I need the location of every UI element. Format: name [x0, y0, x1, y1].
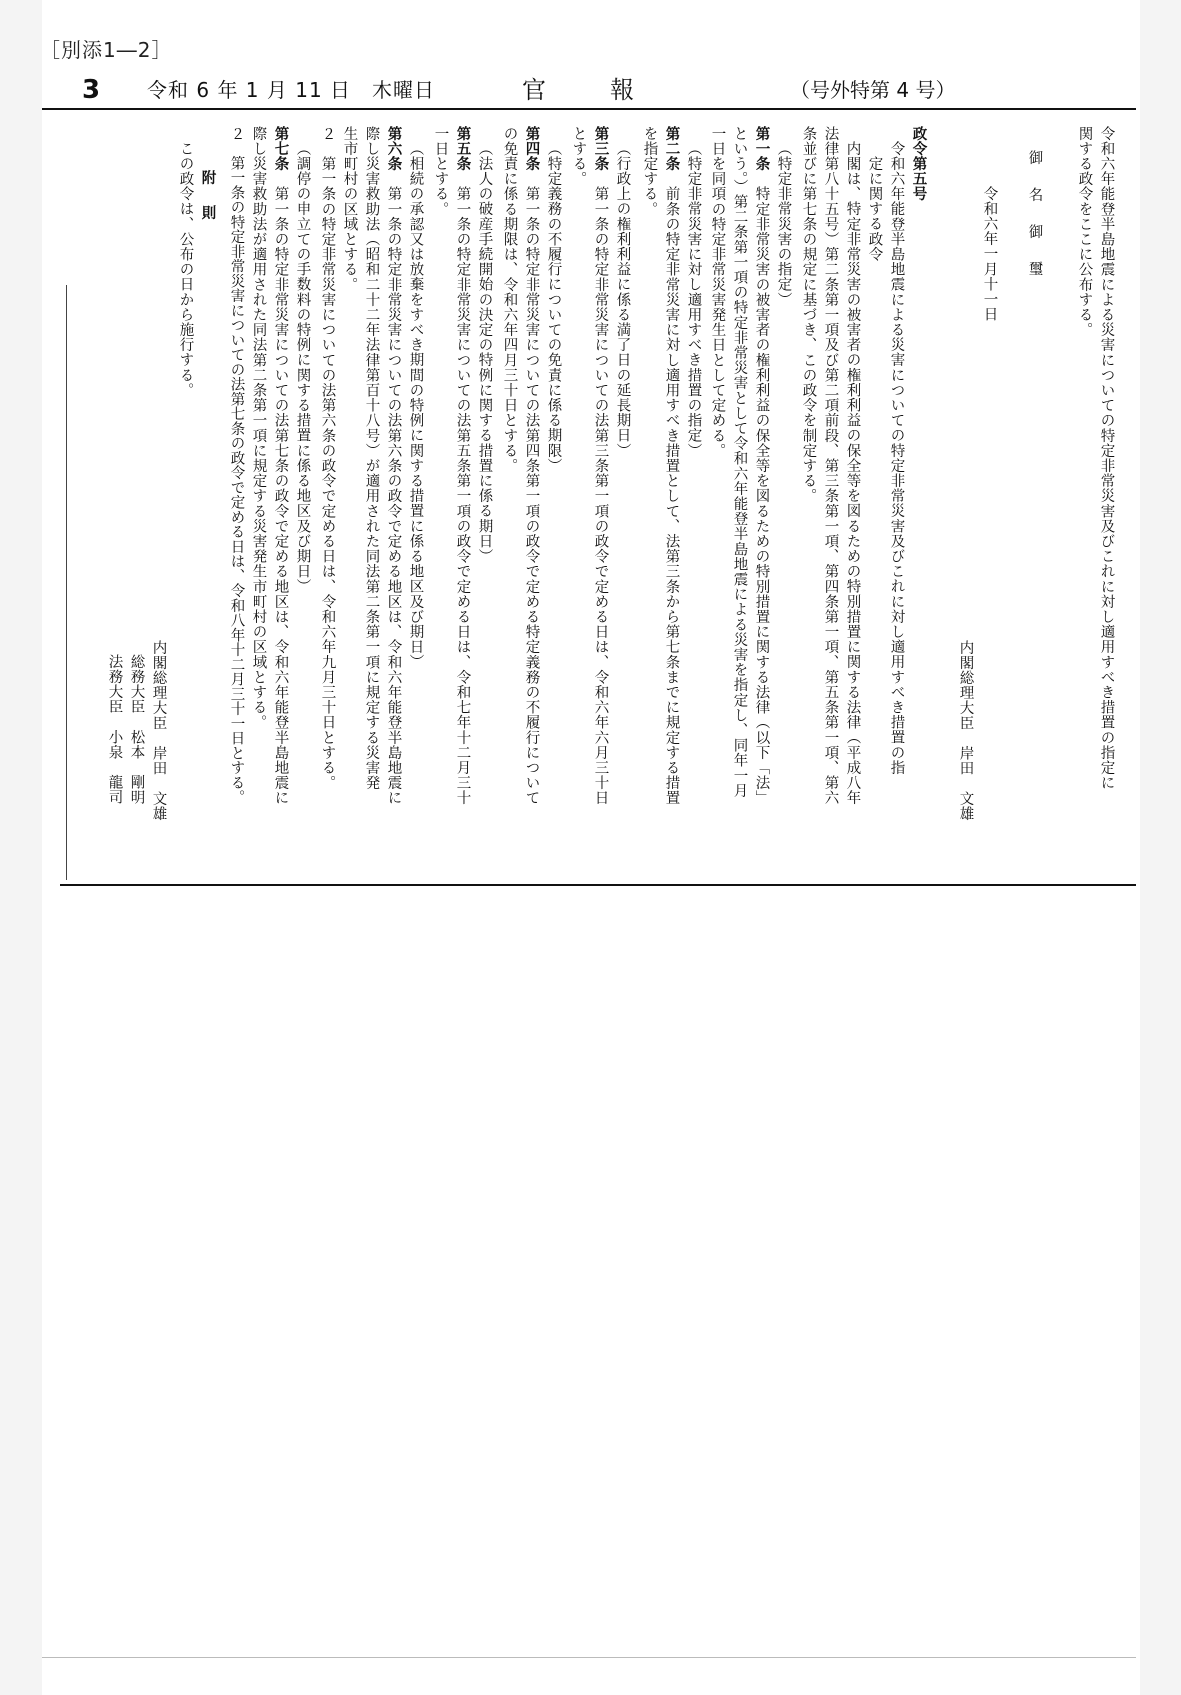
article-6-line-1 — [386, 126, 401, 806]
article-4-line-2: の免責に係る期限は、令和六年四月三十日とする。 — [501, 126, 518, 474]
article-4-label: 第四条 — [523, 126, 540, 172]
heading-article-1: （特定非常災害の指定） — [775, 141, 792, 308]
article-4-text: 第一条の特定非常災害についての法第四条第一項の政令で定める特定義務の不履行について — [523, 186, 540, 806]
article-7-line-2: 際し災害救助法が適用された同法第二条第一項に規定する災害発生市町村の区域とする。 — [250, 126, 267, 730]
article-1-line-1 — [754, 126, 769, 806]
article-5-text: 第一条の特定非常災害についての法第五条第一項の政令で定める日は、令和七年十二月三十 — [454, 186, 471, 806]
article-4-line-1 — [524, 126, 539, 806]
signatory-pm-top: 内閣総理大臣 岸田 文雄 — [957, 640, 974, 822]
attachment-label: ［別添1―2］ — [40, 38, 173, 62]
preamble-line-3: 条並びに第七条の規定に基づき、この政令を制定する。 — [800, 126, 817, 504]
signatory-internal-affairs: 総務大臣 松本 剛明 — [128, 654, 145, 805]
article-3-label: 第三条 — [592, 126, 609, 172]
preamble-line-2: 法律第八十五号）第二条第一項及び第二項前段、第三条第一項、第四条第一項、第五条第一項、第六 — [822, 126, 839, 806]
article-7-line-1 — [273, 126, 288, 806]
heading-article-3: （行政上の権利利益に係る満了日の延長期日） — [614, 141, 631, 459]
article-6-label: 第六条 — [385, 126, 402, 172]
issue-date: 令和 6 年 1 月 11 日 木曜日 — [147, 78, 436, 102]
preamble-line-1: 内閣は、特定非常災害の被害者の権利利益の保全等を図るための特別措置に関する法律（平成八年 — [844, 141, 861, 806]
header-rule — [42, 108, 1136, 110]
promulgation-date: 令和六年一月十一日 — [981, 186, 998, 322]
article-7-text: 第一条の特定非常災害についての法第七条の政令で定める地区は、令和六年能登半島地震に — [272, 186, 289, 806]
article-2-text: 前条の特定非常災害に対し適用すべき措置として、法第三条から第七条までに規定する措置 — [663, 186, 680, 806]
article-5-line-2: 一日とする。 — [432, 126, 449, 217]
ordinance-number: 政令第五号 — [910, 126, 927, 202]
article-5-line-1 — [455, 126, 470, 806]
article-2-line-2: を指定する。 — [641, 126, 658, 217]
article-7-paragraph-2: ２ 第一条の特定非常災害についての法第七条の政令で定める日は、令和八年十二月三十一日とする。 — [228, 126, 245, 805]
ordinance-title-line-1: 令和六年能登半島地震による災害についての特定非常災害及びこれに対し適用すべき措置の指 — [888, 141, 905, 776]
heading-article-7: （調停の申立ての手数料の特例に関する措置に係る地区及び期日） — [294, 141, 311, 594]
article-1-text: 特定非常災害の被害者の権利利益の保全等を図るための特別措置に関する法律（以下「法」 — [753, 186, 770, 806]
heading-article-2: （特定非常災害に対し適用すべき措置の指定） — [685, 141, 702, 459]
promulgation-line-2: 関する政令をここに公布する。 — [1076, 126, 1093, 338]
signature-rule — [66, 285, 67, 880]
document-page — [42, 0, 1140, 1695]
article-3-line-2: とする。 — [570, 126, 587, 187]
bottom-rule — [60, 884, 1136, 886]
article-7-label: 第七条 — [272, 126, 289, 172]
article-2-label: 第二条 — [663, 126, 680, 172]
article-3-text: 第一条の特定非常災害についての法第三条第一項の政令で定める日は、令和六年六月三十日 — [592, 186, 609, 806]
article-3-line-1 — [593, 126, 608, 806]
article-6-paragraph-2: ２ 第一条の特定非常災害についての法第六条の政令で定める日は、令和六年九月三十日とする。 — [319, 126, 336, 791]
supplementary-heading: 附 則 — [199, 170, 216, 223]
promulgation-line-1: 令和六年能登半島地震による災害についての特定非常災害及びこれに対し適用すべき措置の指定に — [1098, 126, 1115, 791]
page-number: 3 — [82, 75, 101, 105]
imperial-seal-text: 御 名 御 璽 — [1026, 150, 1043, 280]
ordinance-title-line-2: 定に関する政令 — [866, 156, 883, 262]
article-1-label: 第一条 — [753, 126, 770, 172]
signatory-pm: 内閣総理大臣 岸田 文雄 — [150, 640, 167, 822]
signatory-justice: 法務大臣 小泉 龍司 — [106, 654, 123, 805]
supplementary-text: この政令は、公布の日から施行する。 — [177, 141, 194, 398]
issue-number: （号外特第 4 号） — [790, 78, 956, 102]
heading-article-6: （相続の承認又は放棄をすべき期間の特例に関する措置に係る地区及び期日） — [407, 141, 424, 670]
article-1-line-2: という。）第二条第一項の特定非常災害として令和六年能登半島地震による災害を指定し、同年一月 — [731, 126, 748, 799]
heading-article-5: （法人の破産手続開始の決定の特例に関する措置に係る期日） — [476, 141, 493, 564]
article-5-label: 第五条 — [454, 126, 471, 172]
article-6-text: 第一条の特定非常災害についての法第六条の政令で定める地区は、令和六年能登半島地震に — [385, 186, 402, 806]
article-1-line-3: 一日を同項の特定非常災害発生日として定める。 — [709, 126, 726, 459]
heading-article-4: （特定義務の不履行についての免責に係る期限） — [545, 141, 562, 474]
article-6-line-2: 際し災害救助法（昭和二十二年法律第百十八号）が適用された同法第二条第一項に規定する災害発 — [363, 126, 380, 791]
page-foot-rule — [42, 1657, 1136, 1658]
gazette-header — [42, 72, 1136, 108]
gazette-title: 官報 — [522, 76, 698, 104]
article-6-line-3: 生市町村の区域とする。 — [341, 126, 358, 293]
article-2-line-1 — [664, 126, 679, 806]
